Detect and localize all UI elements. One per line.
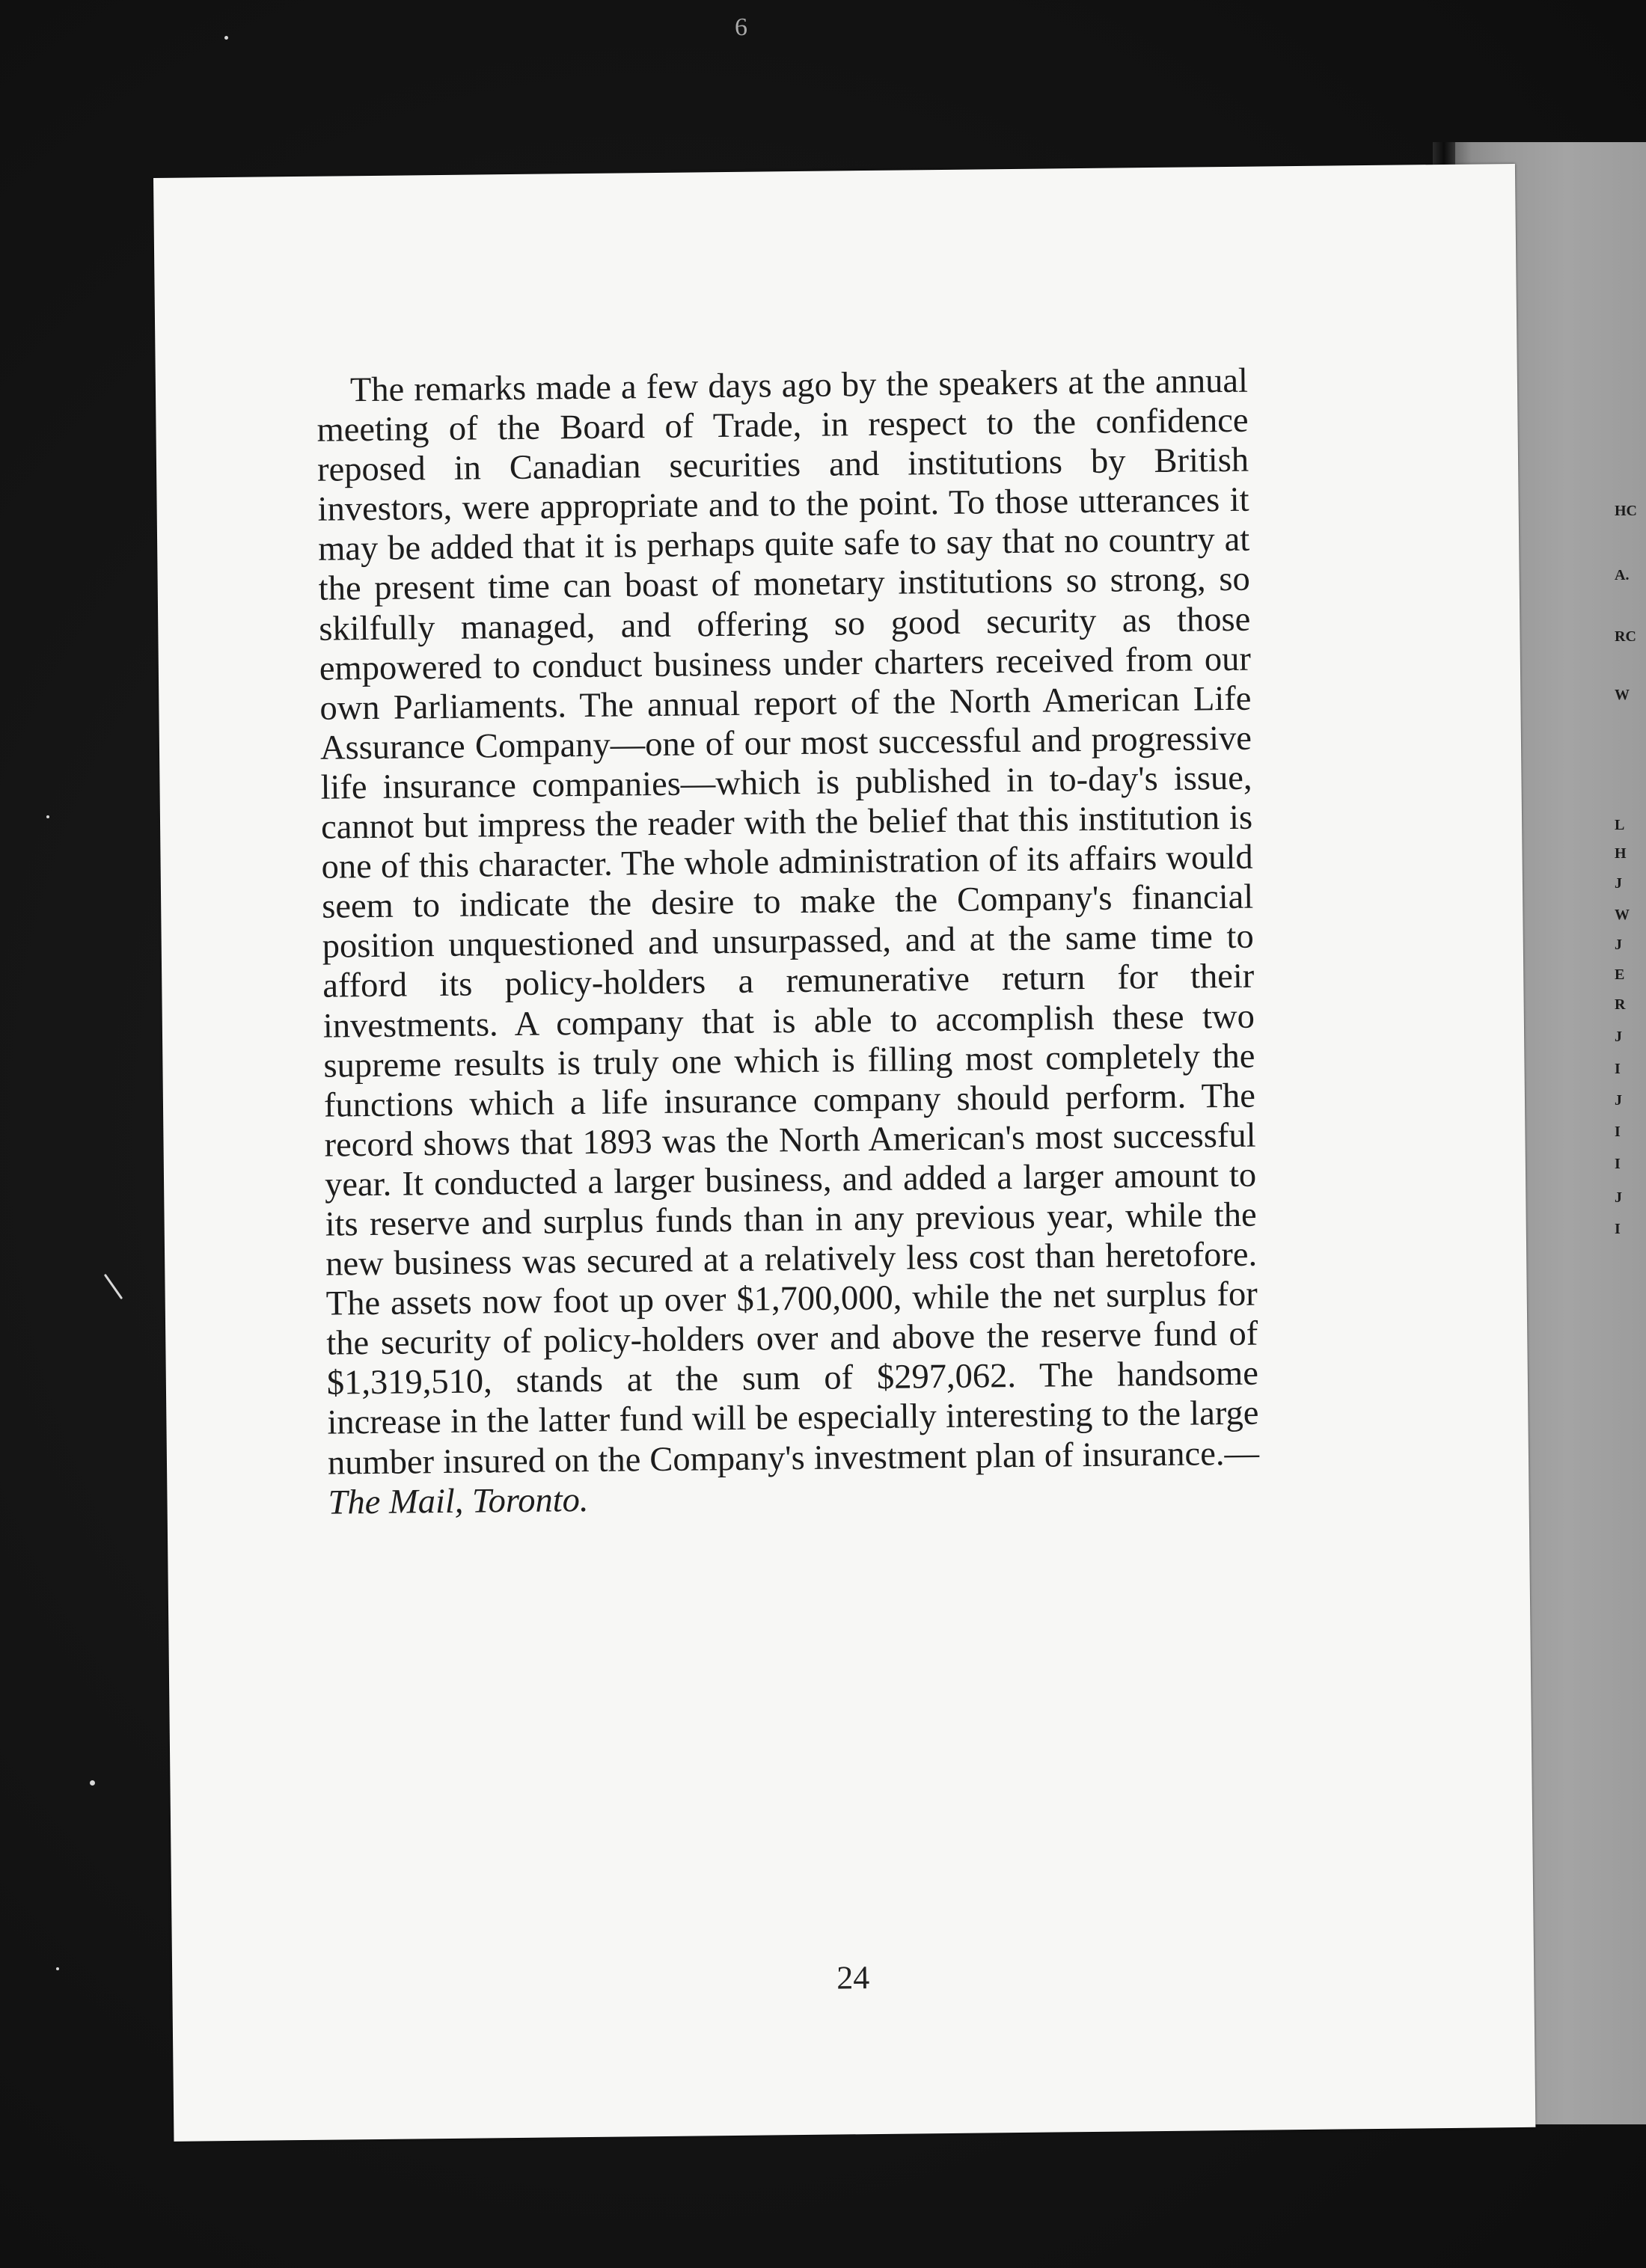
article-text: The remarks made a few days ago by the speakers at the annual meeting of the Board of Trade, in respect to the confidence reposed in Canadian securities and institutions by British investors, were appropriate and to the point. To those utterances it may be added that it is perhaps quite safe to say that no country at the present time can boast of monetary institutions so strong, so skilfully managed, and offering so good security as those empowered to conduct business under charters received from our own Parliaments. The annual report of the North American Life Assurance Company—one of our most successful and progressive life insurance companies—which is published in to-day's issue, cannot but impress the reader with the belief that this institution is one of this character. The whole administration of its affairs would seem to indicate the desire to make the Company's financial position unquestioned and unsurpassed, and at the same time to afford its policy-holders a remunerative return for their investments. A company that is able to accomplish these two supreme results is truly one which is filling most completely the functions which a life insurance company should perform. The record shows that 1893 was the North American's most successful year. It conducted a larger business, and added a larger amount to its reserve and surplus funds than in any previous year, while the new business was secured at a relatively less cost than heretofore. The assets now foot up over $1,700,000, while the net surplus for the security of policy-holders over and above the reserve fund of $1,319,510, stands at the sum of $297,062. The handsome increase in the latter fund will be especially interesting to the large number insured on the Company's investment plan of insurance.— bbox=[316, 361, 1260, 1483]
adjacent-page-fragment: I bbox=[1615, 1221, 1621, 1237]
book-page bbox=[153, 164, 1535, 2142]
adjacent-page-fragment: L bbox=[1615, 817, 1625, 833]
adjacent-page-fragment: I bbox=[1615, 1156, 1621, 1172]
dust-speck bbox=[56, 1967, 59, 1970]
dust-speck bbox=[224, 36, 228, 40]
adjacent-page-fragment: HC bbox=[1615, 503, 1637, 519]
top-pencil-mark: 6 bbox=[735, 13, 747, 41]
adjacent-page-fragment: J bbox=[1615, 1189, 1622, 1206]
adjacent-page-fragment: A. bbox=[1615, 567, 1630, 583]
dust-speck bbox=[46, 815, 49, 818]
adjacent-page-fragment: E bbox=[1615, 966, 1625, 983]
adjacent-page-fragment: I bbox=[1615, 1061, 1621, 1077]
adjacent-page-fragment: W bbox=[1615, 907, 1630, 923]
page-number: 24 bbox=[836, 1959, 870, 1996]
adjacent-page-fragment: I bbox=[1615, 1124, 1621, 1140]
adjacent-page-fragment: W bbox=[1615, 687, 1630, 703]
article-source: The Mail, Toronto. bbox=[328, 1480, 589, 1522]
adjacent-page-fragment: J bbox=[1615, 937, 1622, 953]
adjacent-page-fragment: J bbox=[1615, 875, 1622, 892]
dust-speck bbox=[90, 1780, 95, 1786]
adjacent-page-fragment: J bbox=[1615, 1029, 1622, 1045]
adjacent-page-fragment: R bbox=[1615, 996, 1626, 1013]
adjacent-page-fragment: H bbox=[1615, 845, 1627, 862]
adjacent-page-fragment: J bbox=[1615, 1092, 1622, 1109]
article-body bbox=[316, 361, 1260, 1523]
adjacent-page-fragment: RC bbox=[1615, 628, 1636, 645]
